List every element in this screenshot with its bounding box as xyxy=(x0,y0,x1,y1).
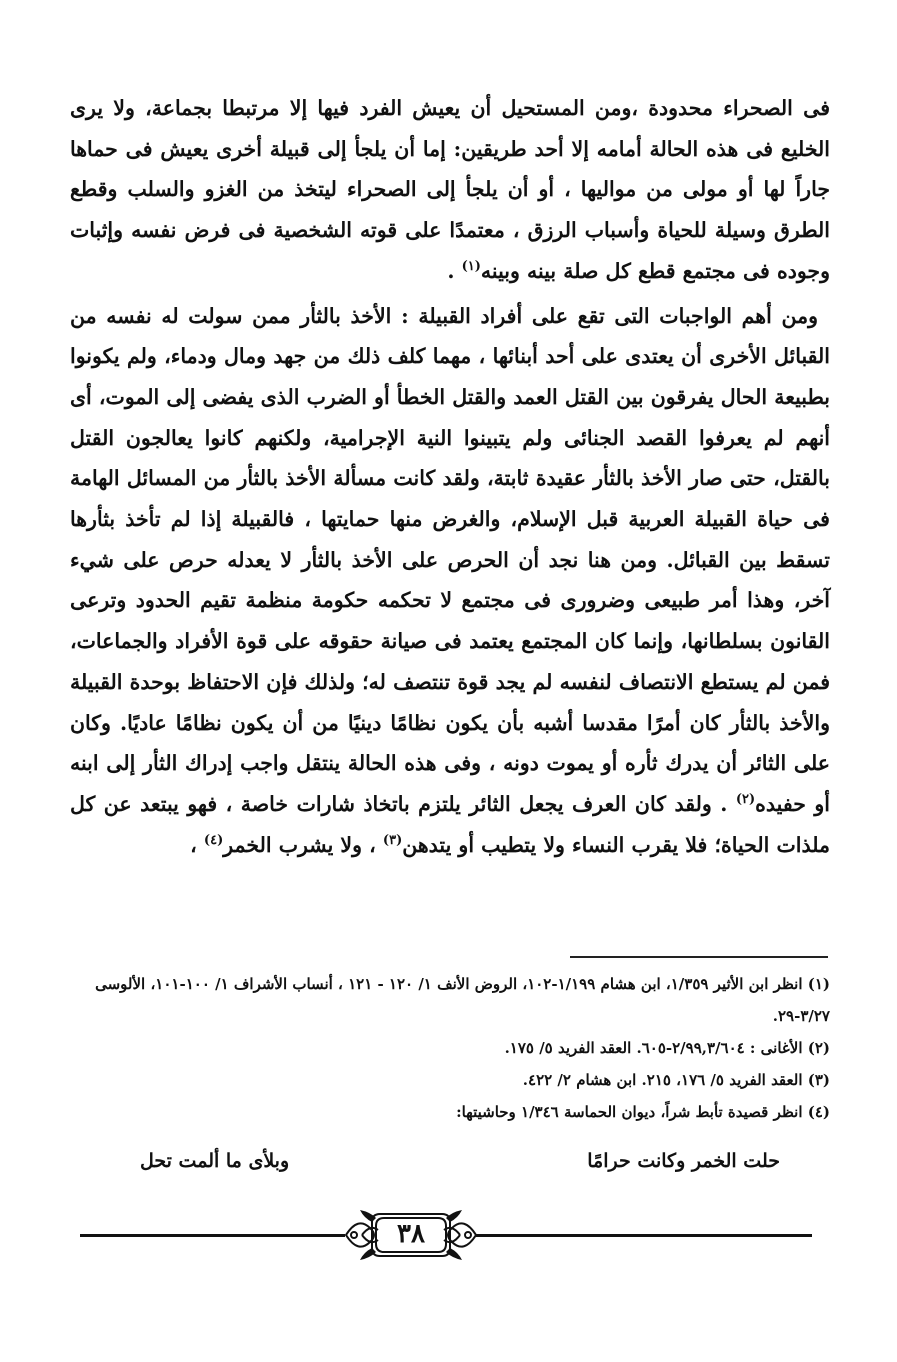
main-text xyxy=(70,88,830,865)
footnote-ref: (٣) xyxy=(382,832,403,848)
paragraph xyxy=(70,88,830,292)
footnote: (٢) الأغانى : ٢/٩٩,٣/٦٠٤-٦٠٥. العقد الفريد ٥/ ١٧٥. xyxy=(504,1039,830,1057)
footnote: (١) انظر ابن الأثير ١/٣٥٩، ابن هشام ١/١٩٩-١٠٢، الروض الأنف ١/ ١٢٠ - ١٢١ ، أنساب الأشراف ١/ ١٠٠-١٠١، الألوسى ٣/٢٧-٢٩. xyxy=(95,975,830,1025)
paragraph xyxy=(70,296,830,866)
poetry-verse xyxy=(140,1150,780,1172)
verse-second-hemistich: وبلأى ما ألمت تحل xyxy=(140,1150,290,1172)
footnote-ref: (١) xyxy=(461,258,481,274)
footer-rule-right xyxy=(476,1234,812,1237)
footer-rule-left xyxy=(80,1234,345,1237)
page-number: ٣٨ xyxy=(397,1219,425,1249)
paragraph-end: . xyxy=(447,258,462,283)
paragraph-text: فى الصحراء محدودة ،ومن المستحيل أن يعيش الفرد فيها إلا مرتبطا بجماعة، ولا يرى الخليع فى هذه الحالة أمامه إلا أحد طريقين: إما أن يلجأ إلى قبيلة أخرى يعيش فى حماها جاراً لها أو مولى من مواليها ، أو أن يلجأ إلى الصحراء ليتخذ من الغزو والسلب وقطع الطرق وسيلة للحياة وأسباب الرزق ، معتمدًا على قوته الشخصية فى فرض نفسه وإثبات وجوده فى مجتمع قطع كل صلة بينه وبينه xyxy=(70,96,830,283)
paragraph-end: ، xyxy=(190,832,204,857)
footnote: (٤) انظر قصيدة تأبط شراً، ديوان الحماسة ١/٣٤٦ وحاشيتها: xyxy=(456,1103,830,1121)
verse-first-hemistich: حلت الخمر وكانت حرامًا xyxy=(587,1150,780,1172)
paragraph-text: ، ولا يشرب الخمر xyxy=(223,832,383,857)
paragraph-text: ومن أهم الواجبات التى تقع على أفراد القبيلة : الأخذ بالثأر ممن سولت له نفسه من القبائل الأخرى أن يعتدى على أحد أبنائها ، مهما كلف ذلك من جهد ومال ودماء، ولم يكونوا بطبيعة الحال يفرقون بين القتل العمد والقتل الخطأ أو الضرب الذى يفضى إلى الموت، أى أنهم لم يعرفوا القصد الجنائى ولم يتبينوا النية الإجرامية، ولكنهم كانوا يعالجون القتل بالقتل، حتى صار الأخذ بالثأر عقيدة ثابتة، ولقد كانت مسألة الأخذ بالثأر من المسائل الهامة فى حياة القبيلة العربية قبل الإسلام، والغرض منها حمايتها ، فالقبيلة إذا لم تأخذ بثأرها تسقط بين القبائل. ومن هنا نجد أن الحرص على الأخذ بالثأر لا يعدله حرص على شيء آخر، وهذا أمر طبيعى وضرورى فى مجتمع لا تحكمه حكومة منظمة تقيم الحدود وترعى القانون بسلطانها، وإنما كان المجتمع يعتمد فى صيانة حقوقه على قوة الأفراد والجماعات، فمن لم يستطع الانتصاف لنفسه لم يجد قوة تنتصف له؛ ولذلك فإن الاحتفاظ بوحدة القبيلة والأخذ بالثأر كان أمرًا مقدسا أشبه بأن يكون نظامًا دينيًا من أن يكون نظامًا عاديًا. وكان على الثائر أن يدرك ثأره أو يموت دونه ، وفى هذه الحالة ينتقل واجب إدراك الثأر إلى ابنه أو حفيده xyxy=(70,303,830,816)
footnote-divider xyxy=(570,956,828,958)
paragraph-text: . ولقد كان العرف يجعل الثائر يلتزم باتخاذ شارات خاصة ، فهو يبتعد عن كل ملذات الحياة؛ فلا يقرب النساء ولا يتطيب أو يتدهن xyxy=(70,791,830,857)
footnote: (٣) العقد الفريد ٥/ ١٧٦، ٢١٥. ابن هشام ٢/ ٤٢٢. xyxy=(522,1071,830,1089)
footnotes xyxy=(60,968,830,1128)
footnote-ref: (٤) xyxy=(203,832,224,848)
footnote-ref: (٢) xyxy=(735,792,756,808)
